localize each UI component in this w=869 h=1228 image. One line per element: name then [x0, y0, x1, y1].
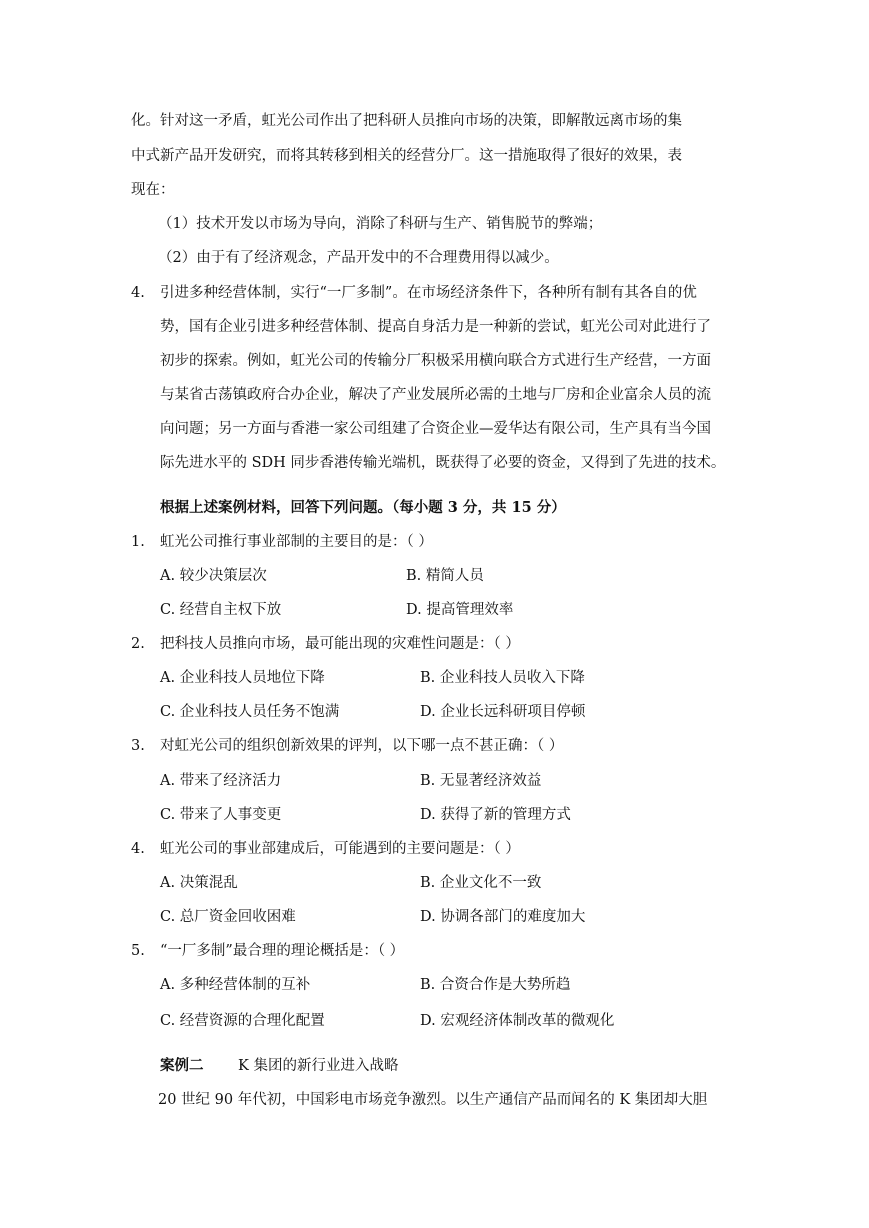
question-number: 5.: [131, 943, 145, 959]
option-c: C. 总厂资金回收困难: [160, 909, 296, 925]
option-a: A. 企业科技人员地位下降: [160, 670, 325, 686]
intro-line: 现在：: [131, 182, 175, 198]
effect-item: （2）由于有了经济观念，产品开发中的不合理费用得以减少。: [158, 250, 559, 266]
case-label: 案例二: [160, 1057, 204, 1074]
questions-instruction: 根据上述案例材料，回答下列问题。（每小题 3 分，共 15 分）: [160, 499, 566, 516]
option-c: C. 带来了人事变更: [160, 807, 282, 823]
option-b: B. 精简人员: [406, 568, 484, 584]
question-text: 把科技人员推向市场，最可能出现的灾难性问题是：（ ）: [160, 636, 520, 652]
question-text: 虹光公司推行事业部制的主要目的是：（ ）: [160, 534, 433, 550]
question-number: 3.: [131, 738, 145, 754]
question-text: 对虹光公司的组织创新效果的评判，以下哪一点不甚正确：（ ）: [160, 738, 564, 754]
option-b: B. 无显著经济效益: [420, 773, 542, 789]
option-b: B. 合资合作是大势所趋: [420, 977, 571, 993]
item4-line: 际先进水平的 SDH 同步香港传输光端机，既获得了必要的资金，又得到了先进的技术。: [160, 455, 726, 471]
option-a: A. 多种经营体制的互补: [160, 977, 311, 993]
option-d: D. 宏观经济体制改革的微观化: [420, 1013, 615, 1029]
question-number: 4.: [131, 841, 145, 857]
item4-line: 势，国有企业引进多种经营体制、提高自身活力是一种新的尝试，虹光公司对此进行了: [160, 319, 711, 335]
question-number: 2.: [131, 636, 145, 652]
option-a: A. 带来了经济活力: [160, 773, 282, 789]
intro-line: 中式新产品开发研究，而将其转移到相关的经营分厂。这一措施取得了很好的效果，表: [131, 148, 682, 164]
item4-line: 与某省古荡镇政府合办企业，解决了产业发展所必需的土地与厂房和企业富余人员的流: [160, 387, 711, 403]
item4-line: 初步的探索。例如，虹光公司的传输分厂积极采用横向联合方式进行生产经营，一方面: [160, 353, 711, 369]
effect-item: （1）技术开发以市场为导向，消除了科研与生产、销售脱节的弊端；: [158, 216, 603, 232]
case-title: K 集团的新行业进入战略: [238, 1058, 399, 1074]
option-d: D. 提高管理效率: [406, 602, 514, 618]
option-a: A. 决策混乱: [160, 875, 238, 891]
option-c: C. 经营自主权下放: [160, 602, 282, 618]
option-b: B. 企业科技人员收入下降: [420, 670, 585, 686]
option-c: C. 经营资源的合理化配置: [160, 1013, 325, 1029]
option-d: D. 获得了新的管理方式: [420, 807, 571, 823]
option-d: D. 企业长远科研项目停顿: [420, 704, 586, 720]
option-d: D. 协调各部门的难度加大: [420, 909, 586, 925]
case-first-line: 20 世纪 90 年代初，中国彩电市场竞争激烈。以生产通信产品而闻名的 K 集团却大胆: [158, 1092, 708, 1108]
intro-line: 化。针对这一矛盾，虹光公司作出了把科研人员推向市场的决策，即解散远离市场的集: [131, 113, 682, 129]
item4-line: 引进多种经营体制，实行“一厂多制”。在市场经济条件下，各种所有制有其各自的优: [160, 285, 697, 301]
question-text: 虹光公司的事业部建成后，可能遇到的主要问题是：（ ）: [160, 841, 520, 857]
option-c: C. 企业科技人员任务不饱满: [160, 704, 340, 720]
option-a: A. 较少决策层次: [160, 568, 267, 584]
question-text: “一厂多制”最合理的理论概括是：（ ）: [160, 943, 405, 959]
option-b: B. 企业文化不一致: [420, 875, 542, 891]
item-number: 4.: [131, 285, 145, 301]
item4-line: 向问题；另一方面与香港一家公司组建了合资企业—爱华达有限公司，生产具有当今国: [160, 421, 711, 437]
question-number: 1.: [131, 534, 145, 550]
